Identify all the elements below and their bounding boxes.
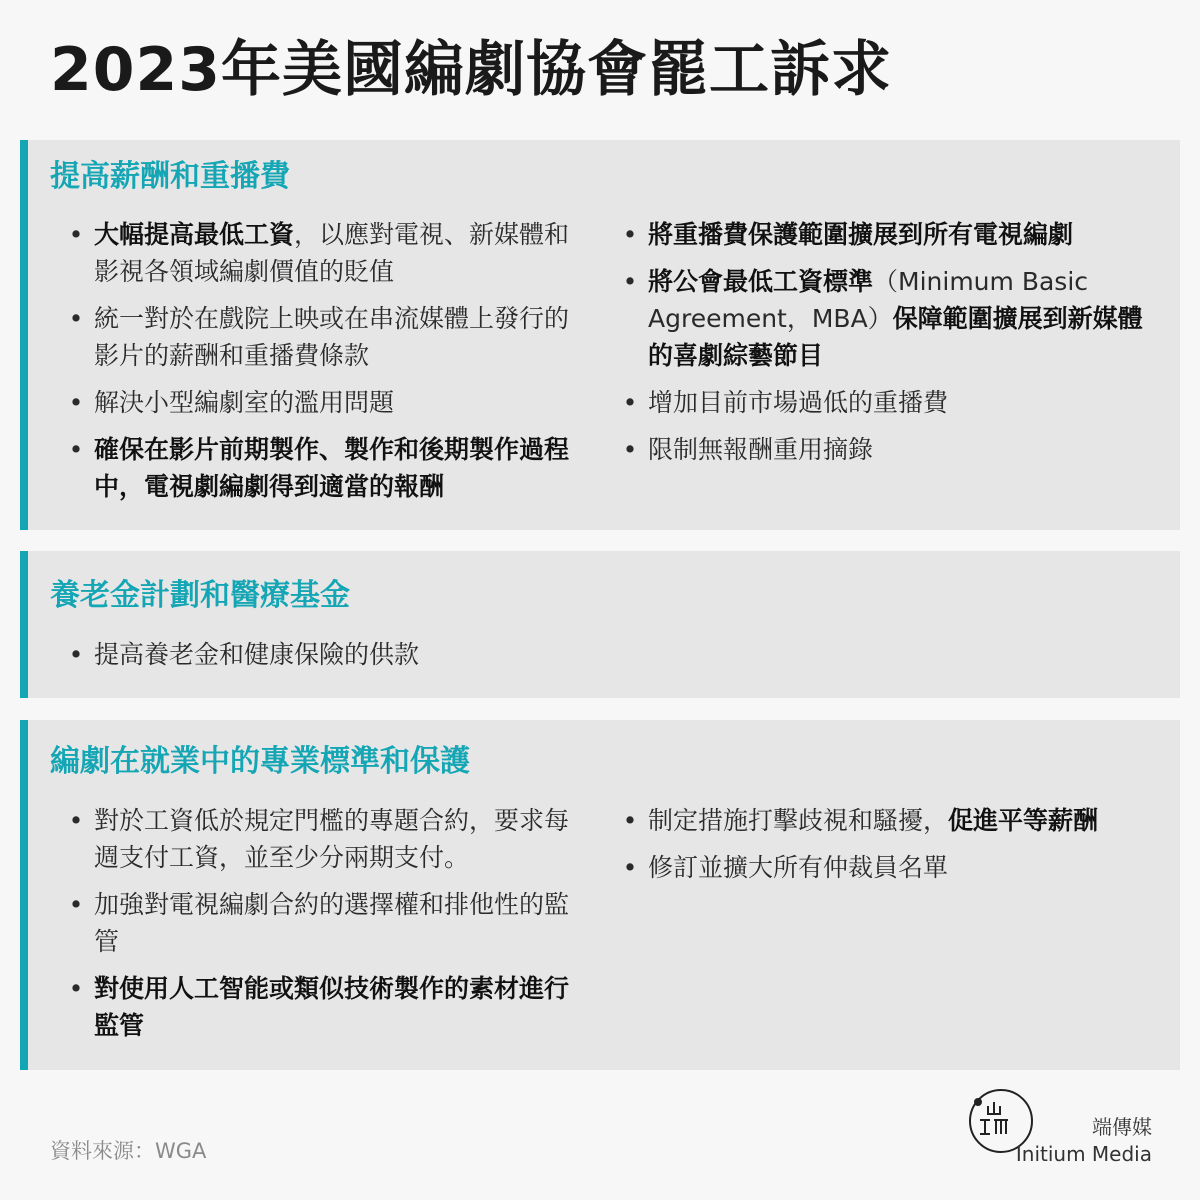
bullet-icon: • [622,388,638,417]
list-item [622,384,1152,421]
list-item-text: 將重播費保護範圍擴展到所有電視編劇 [648,220,1074,249]
list-item [68,636,588,673]
list-item [68,970,588,1044]
list-item-text: 對於工資低於規定門檻的專題合約，要求每週支付工資，並至少分兩期支付。 [94,806,570,872]
bullet-icon: • [68,640,84,669]
list-item-text: 增加目前市場過低的重播費 [648,388,949,417]
bullet-list-left [68,636,588,683]
list-item-text: 限制無報酬重用摘錄 [648,435,874,464]
list-item-text: ，以應對電視、新媒體和影視各領域編劇價值的貶值 [94,220,570,286]
list-item [68,886,588,960]
bullet-list-left [68,216,588,515]
list-item-text: 保障範圍擴展到新媒體的喜劇綜藝節目 [648,304,1143,370]
list-item [68,802,588,876]
list-item [622,263,1152,374]
list-item [68,384,588,421]
bullet-icon: • [622,853,638,882]
list-item [68,431,588,505]
list-item-text: 將公會最低工資標準 [648,267,874,296]
list-item-text: 解決小型編劇室的濫用問題 [94,388,395,417]
brand-name-en: Initium Media [1015,1142,1152,1166]
section-pension [20,551,1180,698]
list-item-text: （Minimum Basic Agreement，MBA） [648,267,1089,333]
section-heading: 編劇在就業中的專業標準和保護 [50,744,470,779]
list-item [622,431,1152,468]
list-item [622,802,1152,839]
section-heading: 養老金計劃和醫療基金 [50,578,350,613]
brand-name-zh: 端傳媒 [1092,1115,1152,1139]
list-item-text: 大幅提高最低工資 [94,220,295,249]
page-title: 2023年美國編劇協會罷工訴求 [50,35,892,105]
bullet-icon: • [622,806,638,835]
list-item-text: 促進平等薪酬 [948,806,1099,835]
bullet-icon: • [68,435,84,464]
bullet-list-right [622,216,1152,478]
list-item [68,216,588,290]
bullet-icon: • [68,806,84,835]
section-heading: 提高薪酬和重播費 [50,159,290,194]
bullet-icon: • [68,220,84,249]
bullet-list-left [68,802,588,1054]
list-item-text: 確保在影片前期製作、製作和後期製作過程中，電視劇編劇得到適當的報酬 [94,435,570,501]
bullet-icon: • [622,435,638,464]
source-note: 資料來源：WGA [50,1139,207,1163]
list-item [622,216,1152,253]
bullet-icon: • [68,974,84,1003]
brand [1016,1114,1152,1168]
bullet-icon: • [68,304,84,333]
bullet-icon: • [68,388,84,417]
bullet-icon: • [622,267,638,296]
list-item-text: 對使用人工智能或類似技術製作的素材進行監管 [94,974,570,1040]
bullet-icon: • [68,890,84,919]
list-item-text: 修訂並擴大所有仲裁員名單 [648,853,949,882]
section-standards [20,720,1180,1070]
bullet-icon: • [622,220,638,249]
bullet-list-right [622,802,1152,896]
list-item [68,300,588,374]
list-item-text: 加強對電視編劇合約的選擇權和排他性的監管 [94,890,570,956]
list-item-text: 提高養老金和健康保險的供款 [94,640,420,669]
list-item [622,849,1152,886]
list-item-text: 統一對於在戲院上映或在串流媒體上發行的影片的薪酬和重播費條款 [94,304,570,370]
section-pay [20,140,1180,530]
list-item-text: 制定措施打擊歧視和騷擾， [648,806,949,835]
